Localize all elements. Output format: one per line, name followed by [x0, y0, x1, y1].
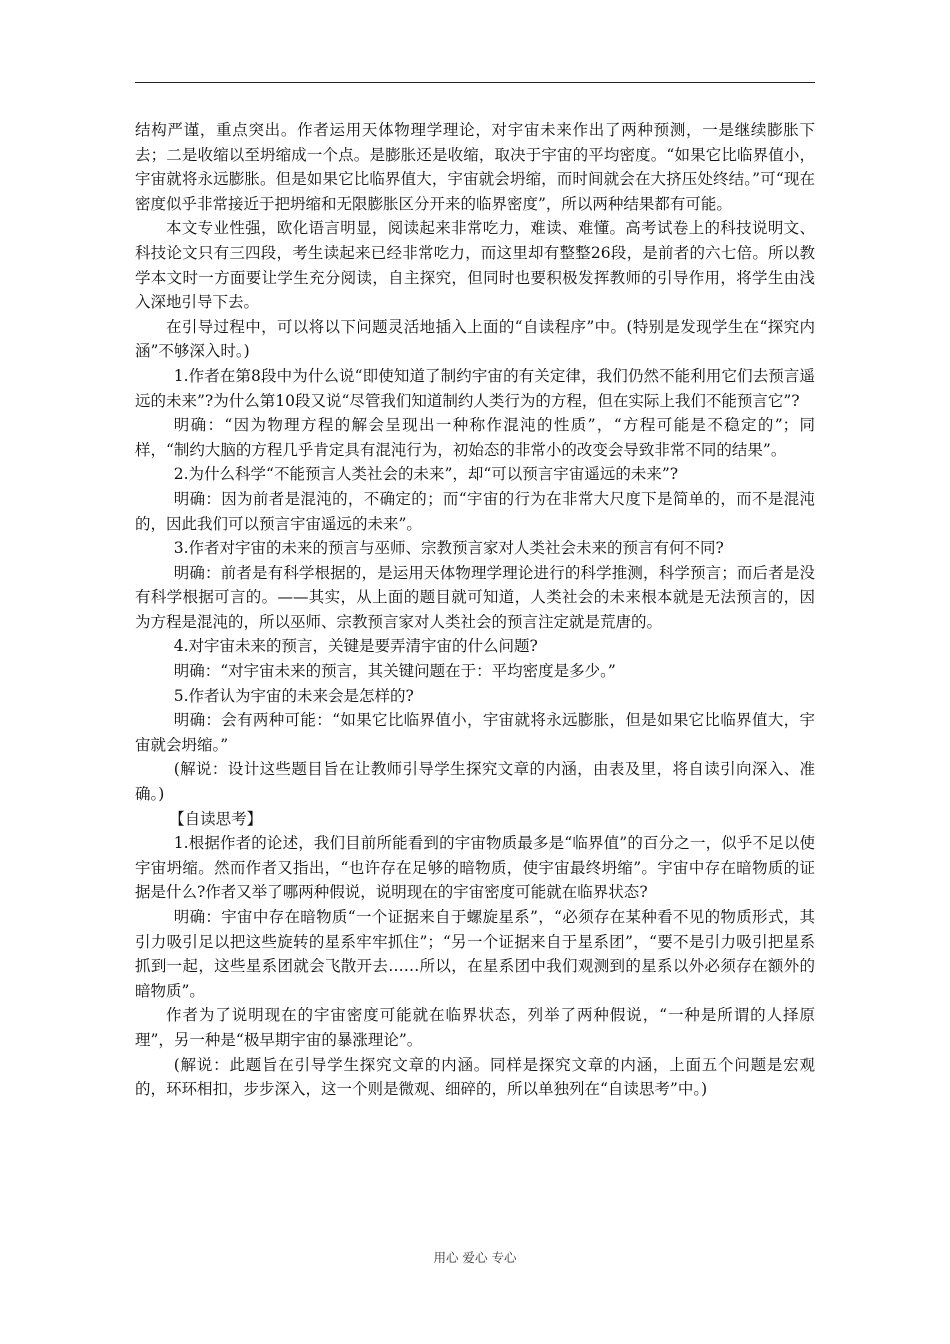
question-4: 4.对宇宙未来的预言，关键是要弄清宇宙的什么问题?	[173, 637, 538, 656]
question-2: 2.为什么科学“不能预言人类社会的未来”，却“可以预言宇宙遥远的未来”?	[173, 465, 679, 484]
paragraph-teaching-difficulty: 本文专业性强，欧化语言明显，阅读起来非常吃力，难读、难懂。高考试卷上的科技说明文、科技论文只有三四段，考生读起来已经非常吃力，而这里却有整整26段，是前者的六七倍。所以教学本文时一方面要让学生充分阅读，自主探究，但同时也要积极发挥教师的引导作用，将学生由浅入深地引导下去。	[135, 219, 815, 312]
header-rule	[135, 82, 815, 83]
answer-1: 明确：“因为物理方程的解会呈现出一种称作混沌的性质”，“方程可能是不稳定的”；同样，“制约大脑的方程几乎肯定具有混沌行为，初始态的非常小的改变会导致非常不同的结果”。	[135, 416, 815, 459]
section-heading-self-reading: 【自读思考】	[169, 809, 263, 828]
answer-2: 明确：因为前者是混沌的，不确定的；而“宇宙的行为在非常大尺度下是简单的，而不是混沌的，因此我们可以预言宇宙遥远的未来”。	[135, 489, 815, 533]
commentary-note: (解说：设计这些题目旨在让教师引导学生探究文章的内涵，由表及里，将自读引向深入、准确。)	[135, 760, 815, 804]
self-reading-hypotheses: 作者为了说明现在的宇宙密度可能就在临界状态，列举了两种假说，“一种是所谓的人择原理”，另一种是“极早期宇宙的暴涨理论”。	[135, 1006, 815, 1049]
paragraph-guidance-intro: 在引导过程中，可以将以下问题灵活地插入上面的“自读程序”中。(特别是发现学生在“探究内涵”不够深入时。)	[135, 317, 815, 361]
self-reading-commentary: (解说：此题旨在引导学生探究文章的内涵。同样是探究文章的内涵，上面五个问题是宏观的，环环相扣，步步深入，这一个则是微观、细碎的，所以单独列在“自读思考”中。)	[135, 1055, 815, 1099]
question-1: 1.作者在第8段中为什么说“即使知道了制约宇宙的有关定律，我们仍然不能利用它们去预言遥远的未来”?为什么第10段又说“尽管我们知道制约人类行为的方程，但在实际上我们不能预言它”?	[135, 366, 815, 410]
self-reading-question-1: 1.根据作者的论述，我们目前所能看到的宇宙物质最多是“临界值”的百分之一，似乎不足以使宇宙坍缩。然而作者又指出，“也许存在足够的暗物质，使宇宙最终坍缩”。宇宙中存在暗物质的证据是什么?作者又举了哪两种假说，说明现在的宇宙密度可能就在临界状态?	[135, 834, 815, 902]
question-3: 3.作者对宇宙的未来的预言与巫师、宗教预言家对人类社会未来的预言有何不同?	[173, 539, 724, 558]
question-5: 5.作者认为宇宙的未来会是怎样的?	[173, 686, 414, 705]
answer-5: 明确：会有两种可能：“如果它比临界值小，宇宙就将永远膨胀，但是如果它比临界值大，宇宙就会坍缩。”	[135, 711, 815, 754]
paragraph-structure-summary: 结构严谨，重点突出。作者运用天体物理学理论，对宇宙未来作出了两种预测，一是继续膨胀下去；二是收缩以至坍缩成一个点。是膨胀还是收缩，取决于宇宙的平均密度。“如果它比临界值小，宇宙就将永远膨胀。但是如果它比临界值大，宇宙就会坍缩，而时间就会在大挤压处终结。”可“现在密度似乎非常接近于把坍缩和无限膨胀区分开来的临界密度”，所以两种结果都有可能。	[135, 121, 815, 213]
page-footer: 用心 爱心 专心	[433, 1250, 517, 1265]
answer-4: 明确：“对宇宙未来的预言，其关键问题在于：平均密度是多少。”	[173, 662, 616, 681]
answer-3: 明确：前者是有科学根据的，是运用天体物理学理论进行的科学推测，科学预言；而后者是没有科学根据可言的。——其实，从上面的题目就可知道，人类社会的未来根本就是无法预言的，因为方程是混沌的，所以巫师、宗教预言家对人类社会的预言注定就是荒唐的。	[135, 563, 815, 631]
document-body	[135, 118, 815, 1102]
self-reading-answer-1: 明确：宇宙中存在暗物质“一个证据来自于螺旋星系”，“必须存在某种看不见的物质形式，其引力吸引足以把这些旋转的星系牢牢抓住”；“另一个证据来自于星系团”，“要不是引力吸引把星系抓到一起，这些星系团就会飞散开去……所以，在星系团中我们观测到的星系以外必须存在额外的暗物质”。	[135, 908, 815, 1000]
